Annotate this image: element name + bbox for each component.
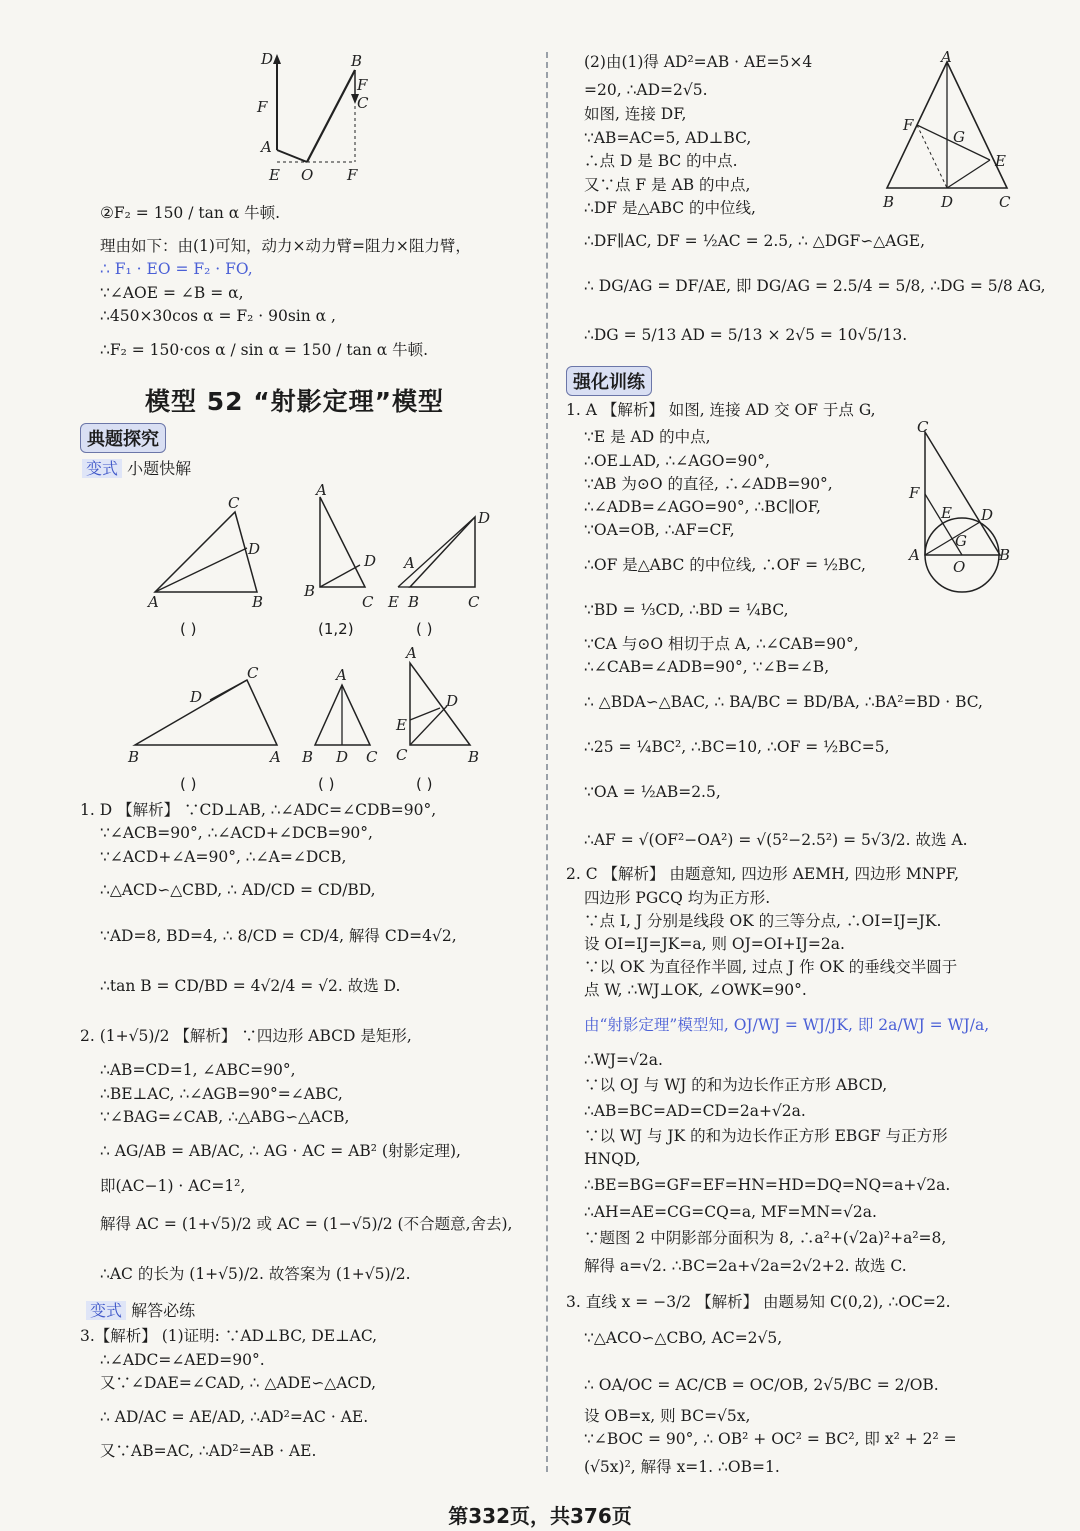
q1-line-11: ∴ △BDA∽△BAC, ∴ BA/BC = BD/BA, ∴BA²=BD · BC,	[584, 693, 983, 711]
figure-caption-3: ( )	[416, 620, 433, 638]
q1-line-7: ∴OF 是△ABC 的中位线, ∴OF = ½BC,	[584, 556, 866, 574]
q2-line-6: 点 W, ∴WJ⊥OK, ∠OWK=90°.	[584, 981, 807, 999]
r-p0-line-5: ∴点 D 是 BC 的中点.	[584, 152, 738, 170]
svg-text:B: B	[883, 193, 895, 211]
q1-line-10: ∴∠CAB=∠ADB=90°, ∵∠B=∠B,	[584, 658, 830, 676]
variant-tag: 变式	[82, 459, 122, 478]
svg-text:O: O	[301, 166, 314, 184]
q1-line-6: ∵OA=OB, ∴AF=CF,	[584, 521, 735, 539]
q2-line-2: 四边形 PGCQ 均为正方形.	[584, 889, 771, 907]
q2-line-10: ∴AB=BC=AD=CD=2a+√2a.	[584, 1102, 806, 1120]
variant-text-2: 解答必练	[131, 1301, 196, 1320]
svg-text:B: B	[408, 593, 420, 611]
equation-2: ∵∠AOE = ∠B = α,	[100, 284, 244, 302]
svg-text:A: A	[261, 138, 272, 156]
svg-text:B: B	[302, 748, 314, 766]
model-title: 模型 52 “射影定理”模型	[145, 387, 445, 416]
q1-line-1: 1. A 【解析】 如图, 连接 AD 交 OF 于点 G,	[566, 401, 876, 419]
q2-line-13: ∴BE=BG=GF=EF=HN=HD=DQ=NQ=a+√2a.	[584, 1176, 951, 1194]
q2-line-15: ∵题图 2 中阴影部分面积为 8, ∴a²+(√2a)²+a²=8,	[584, 1229, 947, 1247]
p2-line-4: ∵∠BAG=∠CAB, ∴△ABG∽△ACB,	[100, 1108, 350, 1126]
svg-text:G: G	[955, 532, 967, 550]
q1-line-14: ∴AF = √(OF²−OA²) = √(5²−2.5²) = 5√3/2. 故选 A.	[584, 831, 968, 849]
q1-line-5: ∴∠ADB=∠AGO=90°, ∴BC∥OF,	[584, 498, 821, 516]
page-number-footer: 第332页，共376页	[448, 1504, 632, 1528]
svg-text:F: F	[347, 166, 358, 184]
svg-text:D: D	[446, 692, 459, 710]
lever-figure	[255, 50, 375, 185]
variant-tag-2: 变式	[86, 1301, 126, 1320]
f2-formula: ②F₂ = 150 / tan α 牛顿.	[100, 204, 281, 222]
r-p0-line-1: (2)由(1)得 AD²=AB · AE=5×4	[584, 53, 813, 71]
svg-text:C: C	[228, 494, 240, 512]
svg-text:B: B	[468, 748, 480, 766]
q1-line-9: ∵CA 与⊙O 相切于点 A, ∴∠CAB=90°,	[584, 635, 859, 653]
q3-line-3: ∴ OA/OC = AC/CB = OC/OB, 2√5/BC = 2/OB.	[584, 1376, 939, 1394]
r-p0-line-8: ∴DF∥AC, DF = ½AC = 2.5, ∴ △DGF∽△AGE,	[584, 232, 925, 250]
r-p0-line-2: =20, ∴AD=2√5.	[584, 81, 708, 99]
svg-text:A: A	[909, 546, 920, 564]
q1-line-2: ∵E 是 AD 的中点,	[584, 428, 711, 446]
r-p0-line-3: 如图, 连接 DF,	[584, 105, 687, 123]
q2-line-8: ∴WJ=√2a.	[584, 1051, 663, 1069]
equation-1: ∴ F₁ · EO = F₂ · FO,	[100, 260, 253, 278]
p2-line-1: 2. (1+√5)/2 【解析】 ∵四边形 ABCD 是矩形,	[80, 1027, 412, 1045]
figure-caption-4: ( )	[180, 775, 197, 793]
p2-line-8: ∴AC 的长为 (1+√5)/2. 故答案为 (1+√5)/2.	[100, 1265, 411, 1283]
section-badge-training: 强化训练	[566, 366, 652, 396]
q2-line-11: ∵以 WJ 与 JK 的和为边长作正方形 EBGF 与正方形	[584, 1127, 948, 1145]
circle-figure	[905, 420, 1030, 600]
svg-text:B: B	[252, 593, 264, 611]
q1-line-8: ∵BD = ⅓CD, ∴BD = ¼BC,	[584, 601, 789, 619]
q1-line-12: ∴25 = ¼BC², ∴BC=10, ∴OF = ½BC=5,	[584, 738, 890, 756]
figure-caption-2: (1,2)	[318, 620, 354, 638]
p1-line-1: 1. D 【解析】 ∵CD⊥AB, ∴∠ADC=∠CDB=90°,	[80, 801, 437, 819]
svg-text:E: E	[995, 152, 1006, 170]
svg-text:C: C	[247, 664, 259, 682]
figure-caption-5: ( )	[318, 775, 335, 793]
svg-text:E: E	[396, 716, 407, 734]
q2-line-3: ∵点 I, J 分别是线段 OK 的三等分点, ∴OI=IJ=JK.	[584, 912, 942, 930]
q3-line-4: 设 OB=x, 则 BC=√5x,	[584, 1407, 751, 1425]
svg-text:B: B	[128, 748, 140, 766]
svg-text:B: B	[999, 546, 1011, 564]
p3-line-4: ∴ AD/AC = AE/AD, ∴AD²=AC · AE.	[100, 1408, 369, 1426]
q1-line-4: ∵AB 为⊙O 的直径, ∴∠ADB=90°,	[584, 475, 833, 493]
svg-text:C: C	[357, 94, 369, 112]
r-p0-line-9: ∴ DG/AG = DF/AE, 即 DG/AG = 2.5/4 = 5/8, ∴DG = 5/8 AG,	[584, 277, 1046, 295]
q3-line-1: 3. 直线 x = −3/2 【解析】 由题易知 C(0,2), ∴OC=2.	[566, 1293, 951, 1311]
svg-text:A: A	[941, 50, 952, 66]
svg-text:C: C	[396, 746, 408, 764]
p3-line-5: 又∵AB=AC, ∴AD²=AB · AE.	[100, 1442, 317, 1460]
variant-heading-1	[82, 456, 191, 479]
svg-text:A: A	[336, 666, 347, 684]
p1-line-6: ∴tan B = CD/BD = 4√2/4 = √2. 故选 D.	[100, 977, 401, 995]
q2-line-1: 2. C 【解析】 由题意知, 四边形 AEMH, 四边形 MNPF,	[566, 865, 960, 883]
q2-line-9: ∵以 OJ 与 WJ 的和为边长作正方形 ABCD,	[584, 1076, 888, 1094]
q2-line-7: 由“射影定理”模型知, OJ/WJ = WJ/JK, 即 2a/WJ = WJ/a,	[584, 1016, 990, 1034]
q3-line-6: (√5x)², 解得 x=1. ∴OB=1.	[584, 1458, 780, 1476]
q2-line-16: 解得 a=√2. ∴BC=2a+√2a=2√2+2. 故选 C.	[584, 1257, 907, 1275]
reason-text: 理由如下：由(1)可知，动力×动力臂=阻力×阻力臂，	[100, 237, 471, 255]
q2-line-4: 设 OI=IJ=JK=a, 则 OJ=OI+IJ=2a.	[584, 935, 845, 953]
figure-caption-1: ( )	[180, 620, 197, 638]
svg-text:E: E	[388, 593, 399, 611]
p2-line-2: ∴AB=CD=1, ∠ABC=90°,	[100, 1061, 296, 1079]
svg-text:E: E	[941, 504, 952, 522]
q2-line-12: HNQD,	[584, 1150, 641, 1168]
equation-4: ∴F₂ = 150·cos α / sin α = 150 / tan α 牛顿.	[100, 341, 429, 359]
column-divider	[546, 52, 548, 1472]
svg-text:G: G	[953, 128, 965, 146]
svg-text:D: D	[248, 540, 261, 558]
svg-text:D: D	[261, 50, 274, 68]
svg-text:C: C	[468, 593, 480, 611]
variant-text: 小题快解	[127, 459, 192, 478]
svg-text:A: A	[148, 593, 159, 611]
section-badge-typical: 典题探究	[80, 423, 166, 453]
r-p0-line-7: ∴DF 是△ABC 的中位线,	[584, 199, 756, 217]
svg-text:C: C	[366, 748, 378, 766]
p3-line-1: 3.【解析】 (1)证明: ∵AD⊥BC, DE⊥AC,	[80, 1327, 378, 1345]
svg-text:D: D	[941, 193, 954, 211]
svg-text:A: A	[316, 481, 327, 499]
q3-line-5: ∵∠BOC = 90°, ∴ OB² + OC² = BC², 即 x² + 2² =	[584, 1430, 957, 1448]
p2-line-6: 即(AC−1) · AC=1²,	[100, 1177, 246, 1195]
svg-text:F: F	[257, 98, 268, 116]
r-p0-line-6: 又∵点 F 是 AB 的中点,	[584, 176, 751, 194]
p1-line-3: ∵∠ACD+∠A=90°, ∴∠A=∠DCB,	[100, 848, 347, 866]
svg-text:B: B	[304, 582, 316, 600]
p1-line-5: ∵AD=8, BD=4, ∴ 8/CD = CD/4, 解得 CD=4√2,	[100, 927, 457, 945]
svg-text:B: B	[351, 52, 363, 70]
q2-line-14: ∴AH=AE=CG=CQ=a, MF=MN=√2a.	[584, 1203, 877, 1221]
p3-line-3: 又∵∠DAE=∠CAD, ∴ △ADE∽△ACD,	[100, 1374, 377, 1392]
svg-text:C: C	[999, 193, 1011, 211]
p2-line-3: ∴BE⊥AC, ∴∠AGB=90°=∠ABC,	[100, 1085, 343, 1103]
svg-text:O: O	[953, 558, 966, 576]
svg-text:C: C	[362, 593, 374, 611]
figure-caption-6: ( )	[416, 775, 433, 793]
r-p0-line-10: ∴DG = 5/13 AD = 5/13 × 2√5 = 10√5/13.	[584, 326, 908, 344]
p1-line-2: ∵∠ACB=90°, ∴∠ACD+∠DCB=90°,	[100, 824, 373, 842]
equation-3: ∴450×30cos α = F₂ · 90sin α ,	[100, 307, 336, 325]
p1-line-4: ∴△ACD∽△CBD, ∴ AD/CD = CD/BD,	[100, 881, 376, 899]
q1-line-3: ∴OE⊥AD, ∴∠AGO=90°,	[584, 452, 770, 470]
svg-text:D: D	[478, 509, 491, 527]
svg-text:A: A	[404, 554, 415, 572]
svg-text:F: F	[357, 76, 368, 94]
r-p0-line-4: ∵AB=AC=5, AD⊥BC,	[584, 129, 752, 147]
p3-line-2: ∴∠ADC=∠AED=90°.	[100, 1351, 265, 1369]
q2-line-5: ∵以 OK 为直径作半圆, 过点 J 作 OK 的垂线交半圆于	[584, 958, 958, 976]
svg-text:F: F	[903, 116, 914, 134]
q3-line-2: ∵△ACO∽△CBO, AC=2√5,	[584, 1329, 783, 1347]
svg-text:A: A	[406, 644, 417, 662]
svg-text:A: A	[270, 748, 281, 766]
variant-heading-2	[86, 1298, 195, 1321]
svg-text:F: F	[909, 484, 920, 502]
q1-line-13: ∵OA = ½AB=2.5,	[584, 783, 721, 801]
triangle-figures	[120, 480, 510, 780]
svg-text:D: D	[190, 688, 203, 706]
p2-line-5: ∴ AG/AB = AB/AC, ∴ AG · AC = AB² (射影定理),	[100, 1142, 461, 1160]
svg-text:D: D	[336, 748, 349, 766]
svg-text:D: D	[981, 506, 994, 524]
triangle-abc-figure	[875, 50, 1035, 215]
p2-line-7: 解得 AC = (1+√5)/2 或 AC = (1−√5)/2 (不合题意,舍去),	[100, 1215, 513, 1233]
svg-text:E: E	[269, 166, 280, 184]
svg-text:D: D	[364, 552, 377, 570]
svg-text:C: C	[917, 420, 929, 436]
